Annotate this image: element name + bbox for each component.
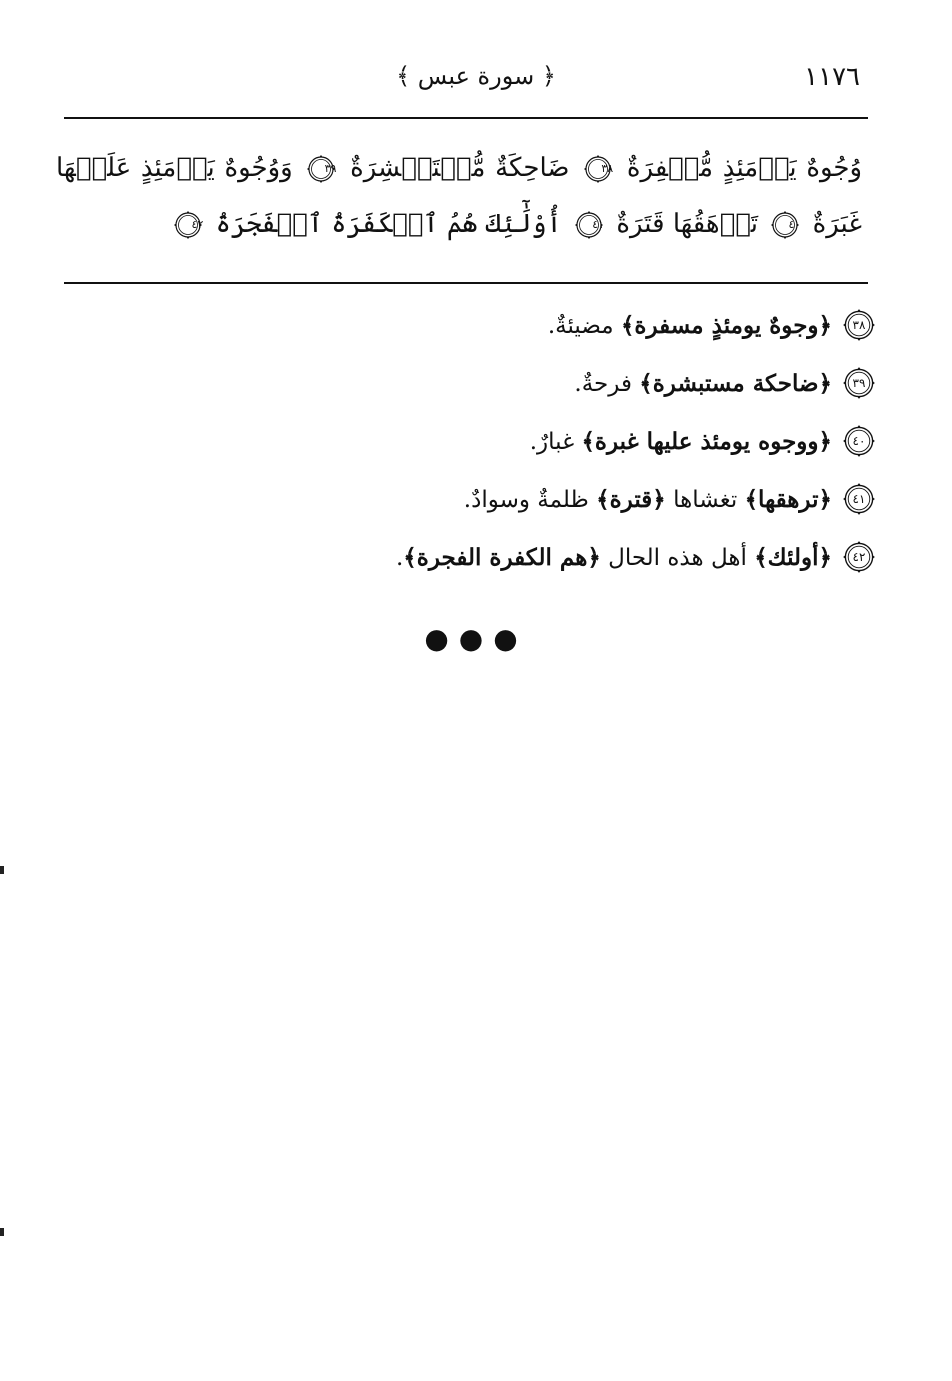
ayah-text: أُوْلَٰٓئِكَ هُمُ ٱلۡكَفَرَةُ ٱلۡفَجَرَةُ [215, 209, 562, 239]
ayah-number-marker: ٣٨ [583, 154, 613, 184]
ayah-number-marker: ٤٠ [770, 210, 800, 240]
ayah-number-marker: ٣٩ [842, 366, 876, 400]
commentary-item [176, 412, 876, 470]
commentary-item [176, 470, 876, 528]
ayah-number-marker: ٤٠ [842, 424, 876, 458]
commentary-text: ﴿وجوهٌ يومئذٍ مسفرة﴾ مضيئةٌ. [547, 311, 832, 339]
commentary-list [176, 296, 876, 586]
ayah-text: ضَاحِكَةٌ مُّسۡتَبۡشِرَةٌ [350, 153, 570, 183]
quran-text-block [56, 140, 862, 252]
commentary-item [176, 354, 876, 412]
scan-edge-mark [0, 1228, 4, 1236]
ayah-text: وَوُجُوهٌ يَوۡمَئِذٍ عَلَيۡهَا غَبَرَةٌ [56, 153, 862, 239]
ayah-text: وُجُوهٌ يَوۡمَئِذٍ مُّسۡفِرَةٌ [626, 153, 863, 183]
ayah-number-marker: ٤٢ [173, 210, 203, 240]
commentary-text: ﴿ترهقها﴾ تغشاها ﴿قترة﴾ ظلمةٌ وسوادٌ. [463, 485, 832, 513]
top-divider [64, 117, 868, 119]
ayah-number-marker: ٤١ [842, 482, 876, 516]
ayah-number-marker: ٤١ [574, 210, 604, 240]
commentary-text: ﴿أولئك﴾ أهل هذه الحال ﴿هم الكفرة الفجرة﴾. [395, 543, 832, 571]
scan-edge-mark [0, 866, 4, 874]
commentary-text: ﴿ضاحكة مستبشرة﴾ فرحةٌ. [574, 369, 832, 397]
page-number: ١١٧٦ [804, 62, 860, 92]
commentary-item [176, 528, 876, 586]
commentary-text: ﴿ووجوه يومئذ عليها غبرة﴾ غبارٌ. [529, 427, 832, 455]
surah-title: ﴿ سورة عبس ﴾ [396, 62, 556, 90]
ayah-text: تَرۡهَقُهَا قَتَرَةٌ [616, 209, 759, 239]
commentary-item [176, 296, 876, 354]
bottom-divider [64, 282, 868, 284]
ayah-number-marker: ٤٢ [842, 540, 876, 574]
ayah-number-marker: ٣٨ [842, 308, 876, 342]
ayah-number-marker: ٣٩ [306, 154, 336, 184]
section-end-dots: ●●● [424, 622, 528, 655]
